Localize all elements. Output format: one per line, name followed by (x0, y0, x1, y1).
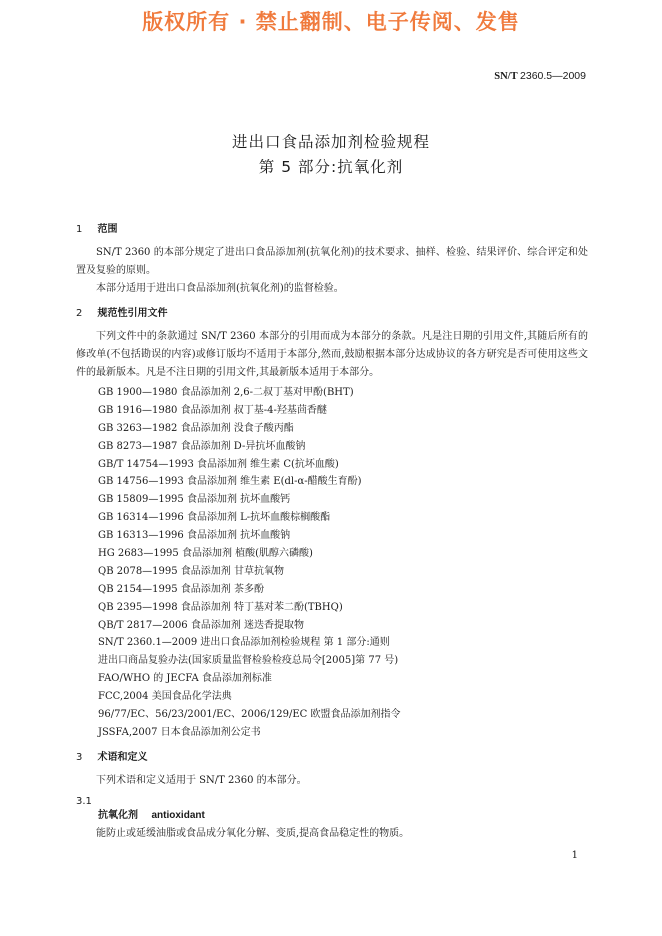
paragraph: 本部分适用于进出口食品添加剂(抗氧化剂)的监督检验。 (96, 283, 344, 294)
paragraph: SN/T 2360 的本部分规定了进出口食品添加剂(抗氧化剂)的技术要求、抽样、检验、结果评价、综合评定和处置及复验的原则。 (76, 247, 588, 276)
section-title: 范围 (97, 224, 118, 235)
reference-item: GB 1916—1980 食品添加剂 叔丁基-4-羟基茴香醚 (98, 404, 327, 416)
reference-item: GB 15809—1995 食品添加剂 抗坏血酸钙 (98, 494, 291, 506)
reference-item: GB 8273—1987 食品添加剂 D-异抗坏血酸钠 (98, 440, 306, 452)
standard-number (494, 70, 586, 82)
document-body (76, 214, 588, 843)
section-number: 2 (76, 308, 83, 319)
reference-item: GB 16314—1996 食品添加剂 L-抗坏血酸棕榈酸酯 (98, 512, 331, 524)
reference-item: QB/T 2817—2006 食品添加剂 迷迭香提取物 (98, 619, 305, 631)
reference-item: JSSFA,2007 日本食品添加剂公定书 (98, 726, 261, 738)
section-heading-terms-definitions (76, 750, 588, 766)
document-subtitle: 第 5 部分:抗氧化剂 (258, 158, 404, 176)
term-entry (98, 807, 588, 825)
reference-item: 进出口商品复验办法(国家质量监督检验检疫总局令[2005]第 77 号) (98, 655, 399, 667)
reference-item: QB 2078—1995 食品添加剂 甘草抗氧物 (98, 565, 284, 577)
section-title: 术语和定义 (97, 751, 148, 763)
paragraph: 下列术语和定义适用于 SN/T 2360 的本部分。 (96, 774, 307, 786)
document-title: 进出口食品添加剂检验规程 (231, 133, 430, 151)
reference-item: GB/T 14754—1993 食品添加剂 维生素 C(抗坏血酸) (98, 458, 339, 470)
reference-item: GB 16313—1996 食品添加剂 抗坏血酸钠 (98, 530, 291, 542)
reference-item: SN/T 2360.1—2009 进出口食品添加剂检验规程 第 1 部分:通则 (98, 637, 390, 649)
term-definition: 能防止或延缓油脂或食品成分氧化分解、变质,提高食品稳定性的物质。 (96, 827, 410, 839)
section-number: 1 (76, 224, 83, 235)
reference-item: QB 2395—1998 食品添加剂 特丁基对苯二酚(TBHQ) (98, 601, 343, 613)
page-number: 1 (571, 850, 578, 861)
reference-item: HG 2683—1995 食品添加剂 植酸(肌醇六磷酸) (98, 548, 313, 560)
section-number: 3 (76, 751, 83, 763)
standard-prefix: SN/T (494, 71, 518, 82)
reference-item: FAO/WHO 的 JECFA 食品添加剂标准 (98, 673, 272, 685)
reference-item: GB 3263—1982 食品添加剂 没食子酸丙酯 (98, 422, 294, 434)
term-chinese: 抗氧化剂 (98, 809, 138, 821)
section-heading-scope (76, 222, 588, 238)
section-heading-normative-references (76, 306, 588, 322)
reference-item: GB 1900—1980 食品添加剂 2,6-二叔丁基对甲酚(BHT) (98, 387, 354, 398)
section-title: 规范性引用文件 (97, 308, 168, 319)
reference-item: QB 2154—1995 食品添加剂 茶多酚 (98, 583, 264, 595)
reference-item: FCC,2004 美国食品化学法典 (98, 691, 232, 703)
reference-item: 96/77/EC、56/23/2001/EC、2006/129/EC 欧盟食品添加剂指令 (98, 709, 401, 721)
standard-code: 2360.5—2009 (520, 70, 586, 82)
reference-item: GB 14756—1993 食品添加剂 维生素 E(dl-α-醋酸生育酚) (98, 476, 362, 488)
reference-list (98, 384, 588, 742)
subsection-number: 3.1 (76, 795, 92, 807)
term-english: antioxidant (151, 809, 205, 821)
copyright-watermark: 版权所有 · 禁止翻制、电子传阅、发售 (142, 10, 520, 34)
paragraph: 下列文件中的条款通过 SN/T 2360 本部分的引用而成为本部分的条款。凡是注日期的引用文件,其随后所有的修改单(不包括勘误的内容)或修订版均不适用于本部分,然而,鼓励根据本部分达成协议的各方研究是否可使用这些文件的最新版本。凡是不注日期的引用文件,其最新版本适用于本部分。 (76, 331, 588, 378)
